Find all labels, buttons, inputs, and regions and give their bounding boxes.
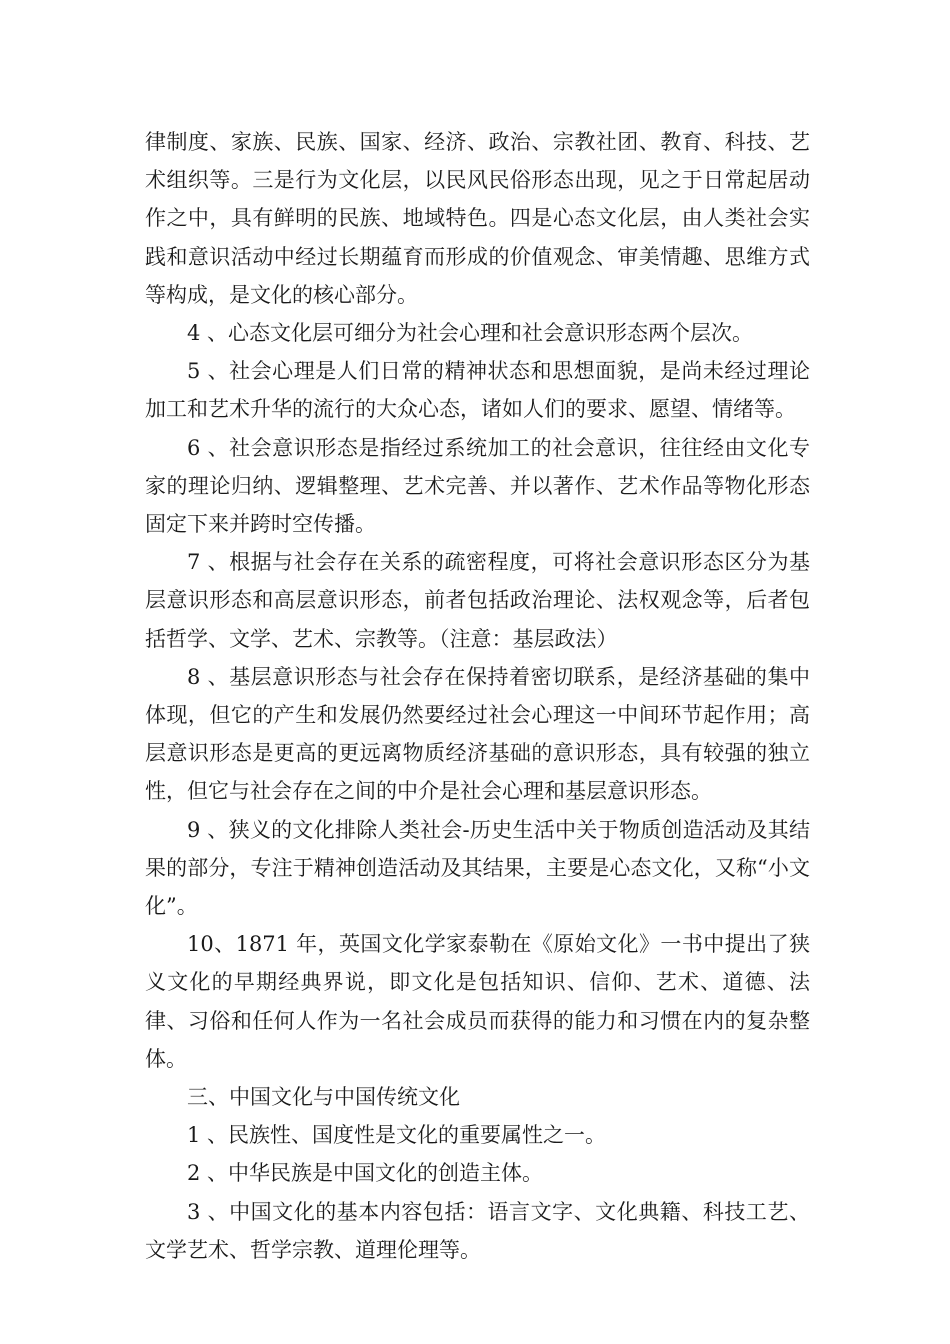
- paragraph-item-1: 1 、民族性、国度性是文化的重要属性之一。: [187, 1123, 607, 1148]
- paragraph-item-3: 3 、中国文化的基本内容包括：语言文字、文化典籍、科技工艺、文学艺术、哲学宗教、道理伦理等。: [145, 1199, 810, 1262]
- paragraph-item-5: 5 、社会心理是人们日常的精神状态和思想面貌，是尚未经过理论加工和艺术升华的流行的大众心态，诸如人们的要求、愿望、情绪等。: [145, 359, 810, 422]
- paragraph-item-10: 10、1871 年，英国文化学家泰勒在《原始文化》一书中提出了狭义文化的早期经典界说，即文化是包括知识、信仰、艺术、道德、法律、习俗和任何人作为一名社会成员而获得的能力和习惯在内的复杂整体。: [145, 932, 810, 1071]
- paragraph-item-7: 7 、根据与社会存在关系的疏密程度，可将社会意识形态区分为基层意识形态和高层意识形态，前者包括政治理论、法权观念等，后者包括哲学、文学、艺术、宗教等。（注意：基层政法）: [145, 550, 810, 651]
- paragraph-continued: 律制度、家族、民族、国家、经济、政治、宗教社团、教育、科技、艺术组织等。三是行为文化层，以民风民俗形态出现，见之于日常起居动作之中，具有鲜明的民族、地域特色。四是心态文化层，由人类社会实践和意识活动中经过长期蕴育而形成的价值观念、审美情趣、思维方式等构成，是文化的核心部分。: [145, 130, 810, 307]
- document-page: [145, 123, 810, 1269]
- paragraph-item-9: 9 、狭义的文化排除人类社会-历史生活中关于物质创造活动及其结果的部分，专注于精神创造活动及其结果，主要是心态文化，又称“小文化”。: [145, 817, 810, 919]
- paragraph-item-6: 6 、社会意识形态是指经过系统加工的社会意识，往往经由文化专家的理论归纳、逻辑整理、艺术完善、并以著作、艺术作品等物化形态固定下来并跨时空传播。: [145, 435, 810, 537]
- paragraph-item-4: 4 、心态文化层可细分为社会心理和社会意识形态两个层次。: [187, 321, 754, 346]
- paragraph-item-8: 8 、基层意识形态与社会存在保持着密切联系，是经济基础的集中体现，但它的产生和发展仍然要经过社会心理这一中间环节起作用；高层意识形态是更高的更远离物质经济基础的意识形态，具有较强的独立性，但它与社会存在之间的中介是社会心理和基层意识形态。: [145, 664, 810, 804]
- section-heading: 三、中国文化与中国传统文化: [187, 1085, 460, 1110]
- paragraph-item-2: 2 、中华民族是中国文化的创造主体。: [187, 1161, 544, 1186]
